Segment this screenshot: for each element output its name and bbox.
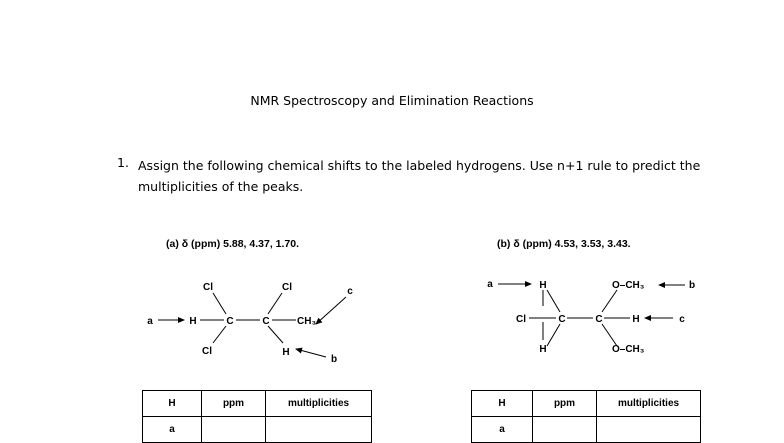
h-bottom: H <box>282 347 290 358</box>
h-right: H <box>632 314 640 325</box>
cl-bottom: Cl <box>202 346 212 357</box>
label-c: c <box>347 286 353 297</box>
header-multiplicities: multiplicities <box>266 391 372 417</box>
part-b-heading: (b) δ (ppm) 4.53, 3.53, 3.43. <box>497 238 631 250</box>
cl-left: Cl <box>516 314 526 325</box>
part-b-table <box>471 390 701 443</box>
ppm-cell[interactable] <box>202 417 266 443</box>
o-ch3-top: O–CH₃ <box>612 280 645 291</box>
question-text: Assign the following chemical shifts to the labeled hydrogens. Use n+1 rule to predict the multiplicities of the peaks. <box>138 158 701 194</box>
table-row <box>472 417 701 443</box>
h-left: H <box>189 316 197 327</box>
row-label: a <box>472 417 533 443</box>
arrow-b-to-h <box>296 349 326 357</box>
header-ppm: ppm <box>202 391 266 417</box>
table-row <box>143 417 372 443</box>
part-a-heading: (a) δ (ppm) 5.88, 4.37, 1.70. <box>166 238 300 250</box>
ppm-cell[interactable] <box>533 417 597 443</box>
part-a-table <box>142 390 372 443</box>
h-top: H <box>539 280 547 291</box>
cl-top-left: Cl <box>203 282 213 293</box>
arrow-c-to-ch3 <box>316 297 346 324</box>
page-title: NMR Spectroscopy and Elimination Reactions <box>250 93 534 108</box>
h-bottom: H <box>539 344 547 355</box>
carbon-1: C <box>226 316 234 327</box>
label-b: b <box>330 354 338 365</box>
table-header-row <box>472 391 701 417</box>
carbon-1: C <box>558 314 566 325</box>
label-a: a <box>487 279 493 290</box>
table-header-row <box>143 391 372 417</box>
ch3-group: CH₃ <box>297 316 317 327</box>
header-multiplicities: multiplicities <box>597 391 701 417</box>
structure-b-bonds <box>529 290 630 346</box>
cl-top-right: Cl <box>282 282 292 293</box>
structure-a-bonds <box>200 293 296 343</box>
multiplicity-cell[interactable] <box>266 417 372 443</box>
header-h: H <box>143 391 202 417</box>
o-ch3-bottom: O–CH₃ <box>612 344 645 355</box>
header-ppm: ppm <box>533 391 597 417</box>
carbon-2: C <box>595 314 603 325</box>
structure-b <box>487 279 695 355</box>
question-number: 1. <box>117 155 129 170</box>
label-b: b <box>688 280 696 291</box>
carbon-2: C <box>262 316 270 327</box>
label-c: c <box>679 314 685 325</box>
label-a: a <box>147 316 153 327</box>
multiplicity-cell[interactable] <box>597 417 701 443</box>
structure-a <box>147 282 353 365</box>
header-h: H <box>472 391 533 417</box>
row-label: a <box>143 417 202 443</box>
